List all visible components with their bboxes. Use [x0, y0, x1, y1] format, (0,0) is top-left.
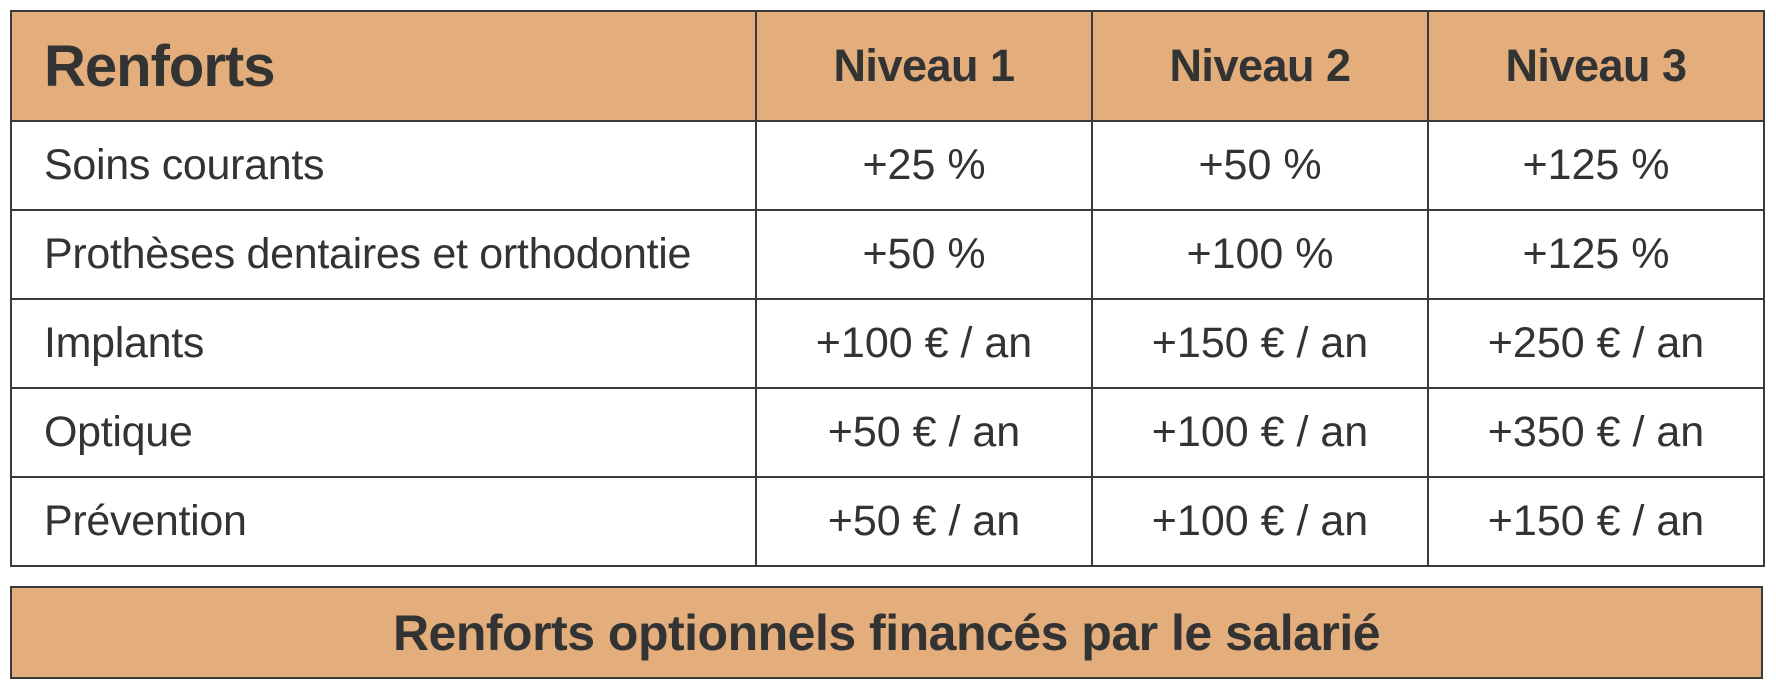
table-row-implants — [11, 299, 1764, 388]
table-row-prevention — [11, 477, 1764, 566]
header-niveau-3: Niveau 3 — [1428, 11, 1764, 121]
cell-niveau-1: +50 € / an — [756, 388, 1092, 477]
row-label: Optique — [11, 388, 756, 477]
row-label: Implants — [11, 299, 756, 388]
row-label: Prévention — [11, 477, 756, 566]
header-row — [11, 11, 1764, 121]
cell-niveau-3: +125 % — [1428, 121, 1764, 210]
cell-niveau-2: +100 € / an — [1092, 477, 1428, 566]
header-renforts: Renforts — [11, 11, 756, 121]
footer-text: Renforts optionnels financés par le salarié — [392, 604, 1381, 661]
cell-niveau-3: +350 € / an — [1428, 388, 1764, 477]
cell-niveau-2: +150 € / an — [1092, 299, 1428, 388]
row-label: Soins courants — [11, 121, 756, 210]
table-header — [11, 11, 1764, 121]
table-row-optique — [11, 388, 1764, 477]
cell-niveau-2: +100 % — [1092, 210, 1428, 299]
table-row-soins-courants — [11, 121, 1764, 210]
table-row-protheses-dentaires — [11, 210, 1764, 299]
cell-niveau-1: +50 % — [756, 210, 1092, 299]
header-niveau-1: Niveau 1 — [756, 11, 1092, 121]
cell-niveau-1: +50 € / an — [756, 477, 1092, 566]
row-label: Prothèses dentaires et orthodontie — [11, 210, 756, 299]
footer-banner — [10, 586, 1763, 679]
cell-niveau-2: +100 € / an — [1092, 388, 1428, 477]
cell-niveau-3: +150 € / an — [1428, 477, 1764, 566]
renforts-table — [10, 10, 1765, 567]
cell-niveau-2: +50 % — [1092, 121, 1428, 210]
cell-niveau-3: +250 € / an — [1428, 299, 1764, 388]
header-niveau-2: Niveau 2 — [1092, 11, 1428, 121]
cell-niveau-3: +125 % — [1428, 210, 1764, 299]
table-body — [11, 121, 1764, 566]
cell-niveau-1: +25 % — [756, 121, 1092, 210]
cell-niveau-1: +100 € / an — [756, 299, 1092, 388]
